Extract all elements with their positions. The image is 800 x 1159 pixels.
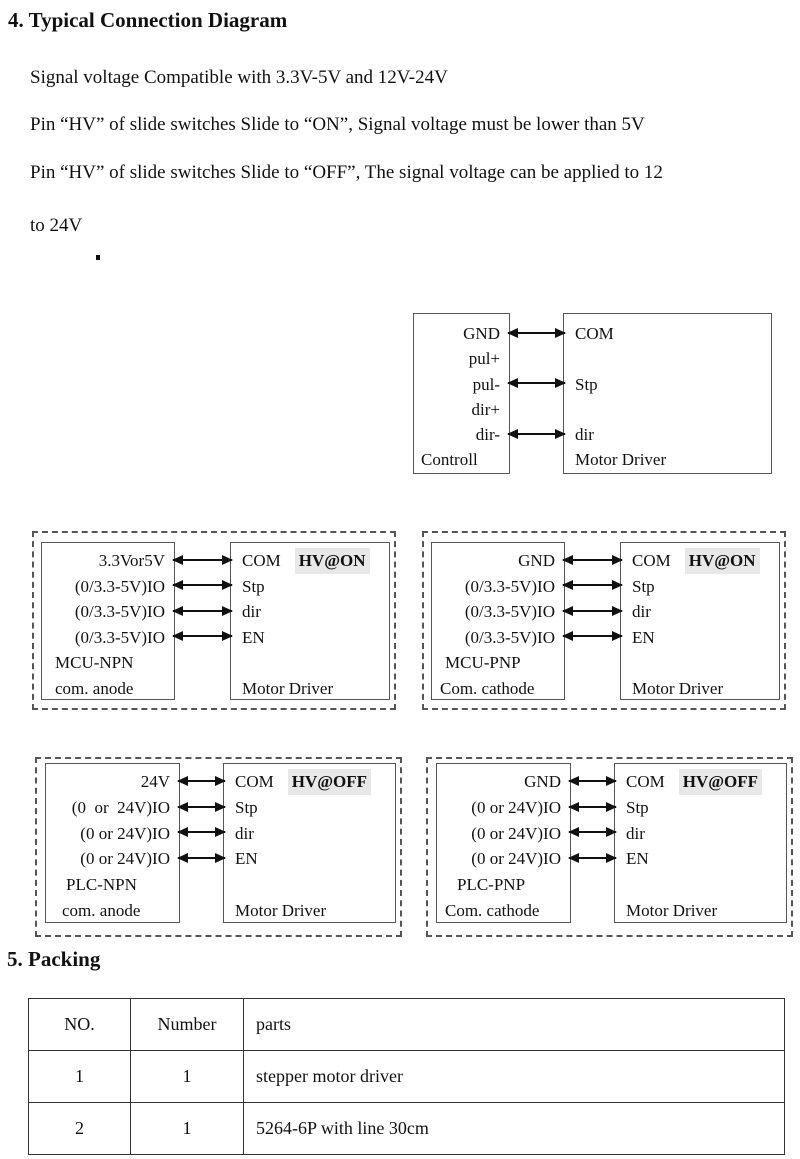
motor-driver-label: Motor Driver xyxy=(242,678,334,698)
mcu-pnp-box xyxy=(431,542,565,700)
connection-arrow xyxy=(178,831,225,833)
driver-pin: Stp xyxy=(575,374,598,394)
controller-box xyxy=(413,313,510,474)
driver-pin: EN xyxy=(235,849,258,869)
mcu-pin: (0/3.3-5V)IO xyxy=(74,602,165,621)
mcu-pin: GND xyxy=(518,551,555,570)
driver-pin: COM xyxy=(626,772,665,791)
diagram-mcu-npn xyxy=(32,531,396,710)
plc-pin: GND xyxy=(524,772,561,791)
driver-com-row xyxy=(231,548,389,574)
stray-dot xyxy=(96,255,100,260)
driver-pin: EN xyxy=(626,849,649,869)
driver-pin: Stp xyxy=(632,576,655,596)
header-number: Number xyxy=(131,999,244,1051)
hv-mode-badge: HV@OFF xyxy=(288,769,371,795)
mcu-pin: (0/3.3-5V)IO xyxy=(464,627,555,647)
table-row xyxy=(29,1051,785,1103)
connection-arrow xyxy=(569,857,616,859)
motor-driver-box xyxy=(620,542,780,700)
controller-pin: dir+ xyxy=(471,399,500,419)
plc-pin: (0 or 24V)IO xyxy=(471,823,561,843)
intro-line-3: Pin “HV” of slide switches Slide to “OFF”, The signal voltage can be applied to 12 xyxy=(30,162,663,183)
driver-com-row xyxy=(621,548,779,574)
motor-driver-label: Motor Driver xyxy=(632,678,724,698)
mcu-npn-box xyxy=(41,542,175,700)
plc-pin: (0 or 24V)IO xyxy=(80,849,170,869)
table-row xyxy=(29,1103,785,1155)
connection-arrow xyxy=(508,332,565,334)
cell-number: 1 xyxy=(131,1103,244,1155)
mcu-pin: (0/3.3-5V)IO xyxy=(464,576,555,596)
mcu-common: com. anode xyxy=(55,678,134,698)
diagram-plc-pnp xyxy=(426,757,793,937)
intro-line-1: Signal voltage Compatible with 3.3V-5V and 12V-24V xyxy=(30,67,448,88)
diagram-plc-npn xyxy=(35,757,402,937)
motor-driver-box xyxy=(563,313,772,474)
spacer-row xyxy=(621,650,779,676)
connection-arrow xyxy=(569,806,616,808)
driver-pin: EN xyxy=(632,627,655,647)
spacer-row xyxy=(224,872,395,898)
connection-arrow xyxy=(173,610,232,612)
plc-name: PLC-PNP xyxy=(457,875,526,895)
driver-pin: dir xyxy=(242,602,261,621)
controller-pin: pul+ xyxy=(468,349,500,369)
plc-common: Com. cathode xyxy=(445,900,540,920)
plc-pnp-box xyxy=(436,763,571,923)
mcu-pin: (0/3.3-5V)IO xyxy=(464,602,555,621)
cell-number: 1 xyxy=(131,1051,244,1103)
connection-arrow xyxy=(508,433,565,435)
header-parts: parts xyxy=(244,999,785,1051)
driver-pin: dir xyxy=(575,425,594,445)
controller-pin: GND xyxy=(463,324,500,343)
driver-pin: COM xyxy=(575,324,614,343)
driver-pin: dir xyxy=(235,823,254,843)
motor-driver-box xyxy=(223,763,396,923)
connection-arrow xyxy=(173,635,232,637)
plc-pin: (0 or 24V)IO xyxy=(71,797,170,817)
controller-label: Controll xyxy=(421,450,478,470)
mcu-pin: (0/3.3-5V)IO xyxy=(74,627,165,647)
mcu-pin: 3.3Vor5V xyxy=(98,551,165,570)
driver-pin: Stp xyxy=(235,797,258,817)
connection-arrow xyxy=(508,382,565,384)
spacer-row xyxy=(231,650,389,676)
diagram-mcu-pnp xyxy=(422,531,786,710)
hv-mode-badge: HV@ON xyxy=(685,548,760,574)
hv-mode-badge: HV@OFF xyxy=(679,769,762,795)
connection-arrow xyxy=(563,584,622,586)
controller-pin: dir- xyxy=(475,425,500,445)
connection-arrow xyxy=(563,610,622,612)
section-5-heading: 5. Packing xyxy=(7,947,101,971)
driver-pin: COM xyxy=(235,772,274,791)
motor-driver-label: Motor Driver xyxy=(235,900,327,920)
cell-no: 2 xyxy=(29,1103,131,1155)
driver-pin: COM xyxy=(242,551,281,570)
plc-npn-box xyxy=(45,763,180,923)
connection-arrow xyxy=(178,780,225,782)
hv-mode-badge: HV@ON xyxy=(295,548,370,574)
connection-arrow xyxy=(569,780,616,782)
intro-line-2: Pin “HV” of slide switches Slide to “ON”, Signal voltage must be lower than 5V xyxy=(30,114,645,135)
driver-pin: dir xyxy=(626,823,645,843)
driver-pin xyxy=(564,397,771,422)
connection-arrow xyxy=(173,584,232,586)
controller-pin: pul- xyxy=(472,374,500,394)
motor-driver-label: Motor Driver xyxy=(575,450,667,470)
connection-arrow xyxy=(563,559,622,561)
connection-arrow xyxy=(178,857,225,859)
driver-pin: COM xyxy=(632,551,671,570)
mcu-pin: (0/3.3-5V)IO xyxy=(74,576,165,596)
motor-driver-box xyxy=(614,763,787,923)
plc-pin: (0 or 24V)IO xyxy=(471,797,561,817)
main-connection-diagram xyxy=(413,313,772,474)
plc-pin: (0 or 24V)IO xyxy=(80,823,170,843)
driver-com-row xyxy=(615,769,786,795)
driver-pin: Stp xyxy=(242,576,265,596)
plc-common: com. anode xyxy=(62,900,141,920)
connection-arrow xyxy=(563,635,622,637)
section-4-heading: 4. Typical Connection Diagram xyxy=(8,8,288,32)
motor-driver-label: Motor Driver xyxy=(626,900,718,920)
spacer-row xyxy=(615,872,786,898)
driver-pin: Stp xyxy=(626,797,649,817)
header-no: NO. xyxy=(29,999,131,1051)
connection-arrow xyxy=(569,831,616,833)
plc-name: PLC-NPN xyxy=(66,875,137,895)
plc-pin: 24V xyxy=(140,772,170,791)
motor-driver-box xyxy=(230,542,390,700)
plc-pin: (0 or 24V)IO xyxy=(471,849,561,869)
table-header-row xyxy=(29,999,785,1051)
mcu-name: MCU-PNP xyxy=(445,653,521,672)
connection-arrow xyxy=(178,806,225,808)
driver-pin xyxy=(564,346,771,371)
packing-table xyxy=(28,998,785,1155)
driver-pin: EN xyxy=(242,627,265,647)
connection-arrow xyxy=(173,559,232,561)
cell-no: 1 xyxy=(29,1051,131,1103)
mcu-common: Com. cathode xyxy=(440,678,535,698)
driver-com-row xyxy=(224,769,395,795)
driver-pin: dir xyxy=(632,602,651,621)
intro-line-4: to 24V xyxy=(30,215,83,236)
cell-parts: 5264-6P with line 30cm xyxy=(244,1103,785,1155)
mcu-name: MCU-NPN xyxy=(55,653,134,672)
cell-parts: stepper motor driver xyxy=(244,1051,785,1103)
